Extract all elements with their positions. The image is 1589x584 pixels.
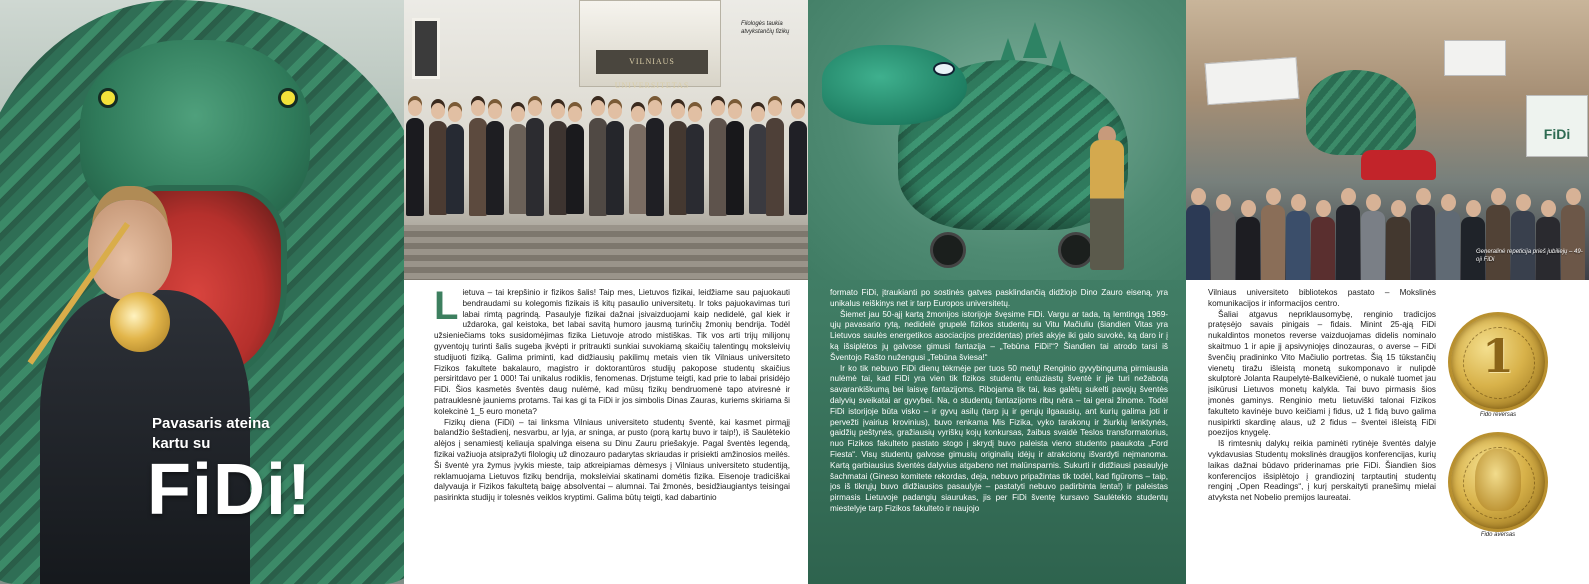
- crowd-person: [486, 121, 504, 215]
- university-sign: VILNIAUS UNIVERSITETAS: [596, 50, 708, 74]
- dinosaur-eye-left: [98, 88, 118, 108]
- parade-person: [1286, 211, 1310, 280]
- parade-person: [1436, 211, 1460, 280]
- coin-reverse-caption: Fido reversas: [1479, 412, 1517, 418]
- dinosaur-eye: [933, 62, 955, 76]
- paragraph: Iš rimtesnių dalykų reikia paminėti rytinėje šventės dalyje vykdavusias Studentų mokslinės draugijos konferencijas, kurių laikas dažnai būdavo priderinamas prie FiDi. Šiandien šios konferencijos išsiplėtojo į grandiozinį tarptautinį studentų renginį „Open Readings“, į kurį perskaityti pranešimų mielai atvyksta net Nobelio premijos laureatai.: [1208, 439, 1436, 503]
- parade-person-head: [1241, 200, 1256, 217]
- crowd-person-head: [488, 103, 502, 119]
- parade-person: [1211, 211, 1235, 280]
- parade-person-head: [1366, 194, 1381, 211]
- parade-person-head: [1566, 188, 1581, 205]
- dinosaur-spike: [1023, 22, 1047, 58]
- paragraph: Fizikų diena (FiDi) – tai linksma Vilniaus universiteto studentų šventė, kai kasmet pirmąjį balandžio šeštadienį, nesvarbu, ar lyja, ar sninga, ar pusto (porą kartų buvo ir taip!), iš Saulėtekio alėjos į senamiestį keliauja spalvinga eisena su Dinu Zauru priešakyje. Pagal šventės legendą, fizikai važiuoja atsipražyti filologių už dinozauro padarytas skriaudas ir prisiekti amžinosios meilės. Ši šventė yra žymus įvykis mieste, taip atkreipiamas dėmesys į Vilniaus universiteto studentiją, reklamuojama Lietuvos fizikų bendrija, moksleiviai skatinami domėtis fizika. Eisenoje tradiciškai dalyvauja ir Fizikos fakultetą baigę absolventai – alumnai. Tai žmonės, besidžiaugiantys teisingai pasirinkta studijų ir tolesnės veiklos kryptimi. Galima būtų teigti, kad dabartinio: [434, 417, 790, 503]
- crowd-person: [509, 124, 527, 214]
- paragraph: Ir ko tik nebuvo FiDi dienų tėkmėje per tuos 50 metų! Renginio gyvybingumą pirmiausia nulėmė tai, kad FiDi yra vien tik fizikos studentų entuziastų šventė ir jie turi nežabotą savarankiškumą bei laisvę fantazijoms. Ribojama tik tai, kas galėtų sukelti pavojų šventės dalyvių sveikatai ar gyvybei. Na, o studentų fantazijoms ribų nėra – tai gerai žinome. Todėl FiDi istorijoje būta visko – ir gyvų asilų (tarp jų ir gerųjų ilgaausių, ant kurių galima joti ir pervežti įvairius krovinius), buvo renkama Mis Fizika, vyko tarakonų ir žiurkių lenktynės, gaidžių peštynės, gražiausių vyriškų kojų konkursas, žaibus svaidė Teslos transformatorius, nuo Fizikos fakulteto pastato stogo į skrydį buvo paleista vieno studento paaukota „Ford Fiesta“. Visų studentų galvose gimusių originalių idėjų ir atrakcionų išvardyti neįmanoma. Kartą garbiausius šventės dalyvius atgabeno net malūnsparnis. Sukurti ir didžiausi pasaulyje šachmatai (Gineso komitete rekordas, deja, nebuvo pripažintas tik todėl, kad figūroms – taip, jos iš tikrųjų buvo didžiausios pasaulyje – pastatyti nebuvo padirbinta lenta!) ir paleistas pirmasis Lietuvoje padangių siaurukas, jis per FiDi šventę kursavo Saulėtekio studentų miestelyje tarp Fizikos fakulteto ir naujojo: [830, 363, 1168, 513]
- crowd-person-head: [671, 103, 685, 119]
- wheel: [930, 232, 966, 268]
- street-parade-photo: [1186, 0, 1589, 280]
- crowd-person: [709, 118, 727, 216]
- headline-subtitle-line-2: kartu su: [152, 435, 211, 452]
- page-3: [808, 0, 1186, 584]
- crowd-person-head: [471, 100, 485, 116]
- crowd-person: [526, 118, 544, 216]
- parade-person: [1561, 205, 1585, 280]
- parade-dinosaur: [1306, 70, 1416, 155]
- paragraph: formato FiDi, įtraukianti po sostinės gatves pasklindančią didžiojo Dino Zauro eiseną, yra unikalus reiškinys net ir tarp Europos universitetų.: [830, 288, 1168, 308]
- crowd-person-head: [688, 106, 702, 122]
- crowd-person: [669, 121, 687, 215]
- article-column-3: [1208, 288, 1436, 574]
- coin-obverse-caption: Fido aversas: [1480, 532, 1516, 538]
- crowd-person-head: [431, 103, 445, 119]
- parade-person-head: [1541, 200, 1556, 217]
- parade-person-head: [1341, 188, 1356, 205]
- parade-person-head: [1441, 194, 1456, 211]
- building-window: [412, 18, 440, 79]
- crowd-person-head: [728, 103, 742, 119]
- man-in-jacket: [1090, 140, 1124, 270]
- portrait-relief: [1475, 449, 1521, 511]
- parade-person-head: [1466, 200, 1481, 217]
- fidi-flag-text: FiDi: [1543, 126, 1571, 142]
- red-car: [1361, 150, 1436, 180]
- headline-subtitle: [152, 414, 352, 454]
- crowd-person: [549, 121, 567, 215]
- crowd-person: [726, 121, 744, 215]
- stairs-photo: [404, 225, 808, 280]
- crowd-person: [406, 118, 424, 216]
- parade-person-head: [1216, 194, 1231, 211]
- parade-person: [1386, 217, 1410, 280]
- parade-person-head: [1516, 194, 1531, 211]
- dinosaur-eye-right: [278, 88, 298, 108]
- philologists-photo: [404, 0, 808, 280]
- crowd-person-head: [448, 106, 462, 122]
- photo-caption: Filologės taukia atvykstančių fizikų: [741, 21, 790, 35]
- crowd-person-head: [751, 106, 765, 122]
- headline-subtitle-line-1: Pavasaris ateina: [152, 415, 270, 432]
- paragraph: ietuva – tai krepšinio ir fizikos šalis! Taip mes, Lietuvos fizikai, leidžiame sau pajuokauti bendraudami su kolegomis fizikais iš kitų pasaulio universitetų. Ir toks pajuokavimas turi labai rimtą pagrindą. Pasaulyje fizikai dažnai įsivaizduojami kaip nedidelė, gal kiek ir uždaroka, gal keistoka, bet labai savitą humoro jausmą turinčių žmonių bendrija. Todėl užsieniečiams toks susidomėjimas fizika Lietuvoje atrodo mistiškas. Tik vos arti trijų milijonų gyventojų turinti šalis sugeba įkvėpti ir pritraukti sunkiai suvokiamą skaičių talentingų moksleivių studijuoti fiziką. Galima priminti, kad didžiausių pakilimų metais vien tik Vilniaus universiteto Fizikos fakultete bakalauro, magistro ir doktorantūros studijų pakopose studentų skaičius persiritdavo per 1 000! Tai unikalus rodiklis, fenomenas. Drįstume teigti, kad prie to labai prisidėjo FiDi. Šios kasmetės šventės daug nulėmė, kad mūsų fizikų bendruomenė tapo atviresnė ir patrauklesnė jauniems protams. Tai kas gi ta FiDi ir jos simbolis Dinas Zauras, kuriems skiriama ši kolekcinė 1_5 euro moneta?: [434, 288, 790, 416]
- paragraph: Vilniaus universiteto bibliotekos pastato – Mokslinės komunikacijos ir informacijos centro.: [1208, 288, 1436, 308]
- crowd-person: [749, 124, 767, 214]
- parade-person: [1361, 211, 1385, 280]
- parade-person: [1486, 205, 1510, 280]
- parade-person-head: [1491, 188, 1506, 205]
- page-4: [1186, 0, 1589, 584]
- parade-person-head: [1416, 188, 1431, 205]
- banner: [1444, 40, 1506, 76]
- crowd-person-head: [791, 103, 805, 119]
- fidi-flag: [1526, 95, 1588, 157]
- crowd-person-head: [711, 100, 725, 116]
- crowd-person: [429, 121, 447, 215]
- article-column-2: [830, 288, 1168, 574]
- parade-person-head: [1266, 188, 1281, 205]
- parade-person: [1411, 205, 1435, 280]
- crowd-person-head: [511, 106, 525, 122]
- drop-cap: L: [434, 288, 459, 328]
- page-1-photo: [0, 0, 404, 584]
- crowd-person-head: [591, 100, 605, 116]
- crowd-person: [646, 118, 664, 216]
- article-column-1: [434, 288, 790, 574]
- wheel: [1058, 232, 1094, 268]
- parade-person: [1261, 205, 1285, 280]
- trombone-bell-photo: [110, 292, 170, 352]
- trombonist-head-photo: [88, 200, 172, 300]
- crowd-person: [789, 121, 807, 215]
- parade-person: [1336, 205, 1360, 280]
- dinosaur-head: [822, 45, 967, 125]
- coin-reverse: [1448, 312, 1548, 412]
- crowd-person: [686, 124, 704, 214]
- crowd-person: [629, 124, 647, 214]
- crowd-person: [766, 118, 784, 216]
- crowd-person: [589, 118, 607, 216]
- paragraph: Šiemet jau 50-ąjį kartą žmonijos istorijoje švęsime FiDi. Vargu ar tada, tą lemtingą 1969-ųjų pavasario rytą, nedidelė grupelė fizikos studentų su Vitu Mačiuliu (šiandien Vitas yra Lietuvos saulės energetikos asociacijos prezidentas) prieš akyje iki galo suvokė, ką daro ir į ką išsiplėtos jų galvose gimusi fantazija – „Tebūna FiDi!“? Šiandien tai atrodo tarsi iš Šventojo Rašto nužengusi „Tebūna šviesa!“: [830, 309, 1168, 362]
- crowd-person: [606, 121, 624, 215]
- parade-person: [1311, 217, 1335, 280]
- parade-person-head: [1291, 194, 1306, 211]
- parade-person: [1511, 211, 1535, 280]
- dinosaur-vehicle-photo: [808, 0, 1186, 280]
- banner: [1205, 57, 1300, 105]
- paragraph: Šaliai atgavus nepriklausomybę, renginio tradicijos pratęsėjo savais pinigais – fidais. Minint 25-ąją FiDi nukaldintos monetos reverse vaizduojamas didelis nominalo skaitmuo 1 ir apie jį apsivyniojęs dinozauras, o averse – FiDi švenčių pradininko Vito Mačiulio portretas. Šią 15 tūkstančių vienetų tiražu išleistą monetą sukomponavo ir nulipdė skulptorė Jolanta Raupelytė-Balkevičienė, o nukalė tuomet jau įsikūrusi Lietuvos monetų kalykla. Tai buvo pirmasis šios įmonės gaminys. Renginio metu lietuviški talonai Fizikos fakulteto kavinėje buvo keičiami į fidus, už 1 fidą buvo galima nusipirkti skardinę alaus, už 2 fidus – šventei išleistą FiDi poezijos knygelę.: [1208, 309, 1436, 438]
- crowd-person-head: [408, 100, 422, 116]
- crowd-person: [469, 118, 487, 216]
- parade-person-head: [1191, 188, 1206, 205]
- page-2: [404, 0, 808, 584]
- photo-caption: Generalinė repeticija prieš jubiliejų – 49-oji FiDi: [1476, 249, 1583, 263]
- crowd-person: [566, 124, 584, 214]
- crowd-person-head: [631, 106, 645, 122]
- crowd-person-head: [551, 103, 565, 119]
- crowd-person: [446, 124, 464, 214]
- coin-obverse: [1448, 432, 1548, 532]
- crowd-person-head: [528, 100, 542, 116]
- headline-title: FiDi!: [147, 450, 312, 530]
- parade-person: [1186, 205, 1210, 280]
- crowd-person-head: [648, 100, 662, 116]
- crowd-person-head: [568, 106, 582, 122]
- parade-person-head: [1316, 200, 1331, 217]
- parade-person: [1236, 217, 1260, 280]
- coin-numeral: 1: [1481, 329, 1514, 383]
- crowd-person-head: [768, 100, 782, 116]
- parade-person-head: [1391, 200, 1406, 217]
- crowd-person-head: [608, 103, 622, 119]
